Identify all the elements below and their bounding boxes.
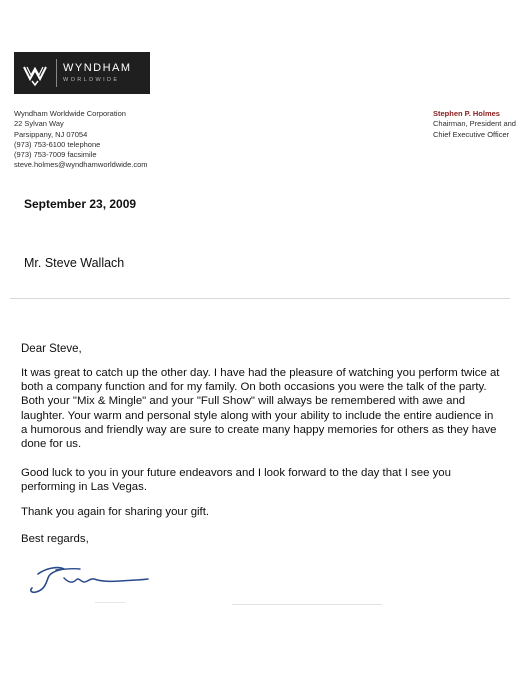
- logo-brand: WYNDHAM: [63, 61, 132, 74]
- signer-title-line: Chairman, President and: [433, 119, 516, 129]
- handwritten-signature: [24, 560, 154, 600]
- letter-salutation: Dear Steve,: [21, 343, 82, 355]
- paragraph-line: Both your "Mix & Mingle" and your "Full Show" will always be remembered with awe and: [21, 395, 466, 408]
- address-telephone: (973) 753-6100 telephone: [14, 139, 101, 149]
- signer-name: Stephen P. Holmes: [433, 109, 500, 118]
- paragraph-3: [21, 505, 209, 519]
- wyndham-logo-icon: [20, 58, 50, 88]
- company-address: [14, 109, 148, 171]
- paragraph-line: a humorous and friendly way are sure to create many happy memories for others as they have: [21, 423, 497, 436]
- scan-artifact-line: [232, 604, 382, 605]
- wyndham-logo: [14, 52, 150, 94]
- logo-brand-sub: WORLDWIDE: [63, 76, 120, 83]
- paragraph-line: performing in Las Vegas.: [21, 481, 148, 494]
- letter-closing: Best regards,: [21, 533, 89, 545]
- letter-date: September 23, 2009: [24, 197, 137, 211]
- address-street: 22 Sylvan Way: [14, 119, 64, 129]
- paragraph-line: both a company function and for my family. On both occasions you were the talk of the party.: [21, 381, 487, 394]
- paragraph-1: [21, 366, 499, 451]
- paragraph-line: laughter. Your warm and personal style along with your ability to include the entire audience in: [21, 409, 494, 422]
- paragraph-line: done for us.: [21, 438, 82, 451]
- address-email: steve.holmes@wyndhamworldwide.com: [14, 160, 148, 170]
- logo-divider: [56, 59, 57, 87]
- letter-recipient: Mr. Steve Wallach: [24, 256, 125, 270]
- address-city: Parsippany, NJ 07054: [14, 129, 88, 139]
- scan-artifact-line: [95, 602, 125, 603]
- paragraph-line: Thank you again for sharing your gift.: [21, 506, 210, 518]
- scan-artifact-line: [10, 298, 510, 299]
- signer-block: [433, 109, 516, 140]
- paragraph-line: Good luck to you in your future endeavors and I look forward to the day that I see you: [21, 467, 451, 479]
- address-company: Wyndham Worldwide Corporation: [14, 109, 126, 118]
- signer-title-line: Chief Executive Officer: [433, 129, 510, 139]
- paragraph-line: It was great to catch up the other day. I have had the pleasure of watching you perform twice at: [21, 367, 500, 379]
- logo-text: [63, 63, 132, 84]
- address-facsimile: (973) 753-7009 facsimile: [14, 150, 97, 160]
- paragraph-2: [21, 466, 451, 494]
